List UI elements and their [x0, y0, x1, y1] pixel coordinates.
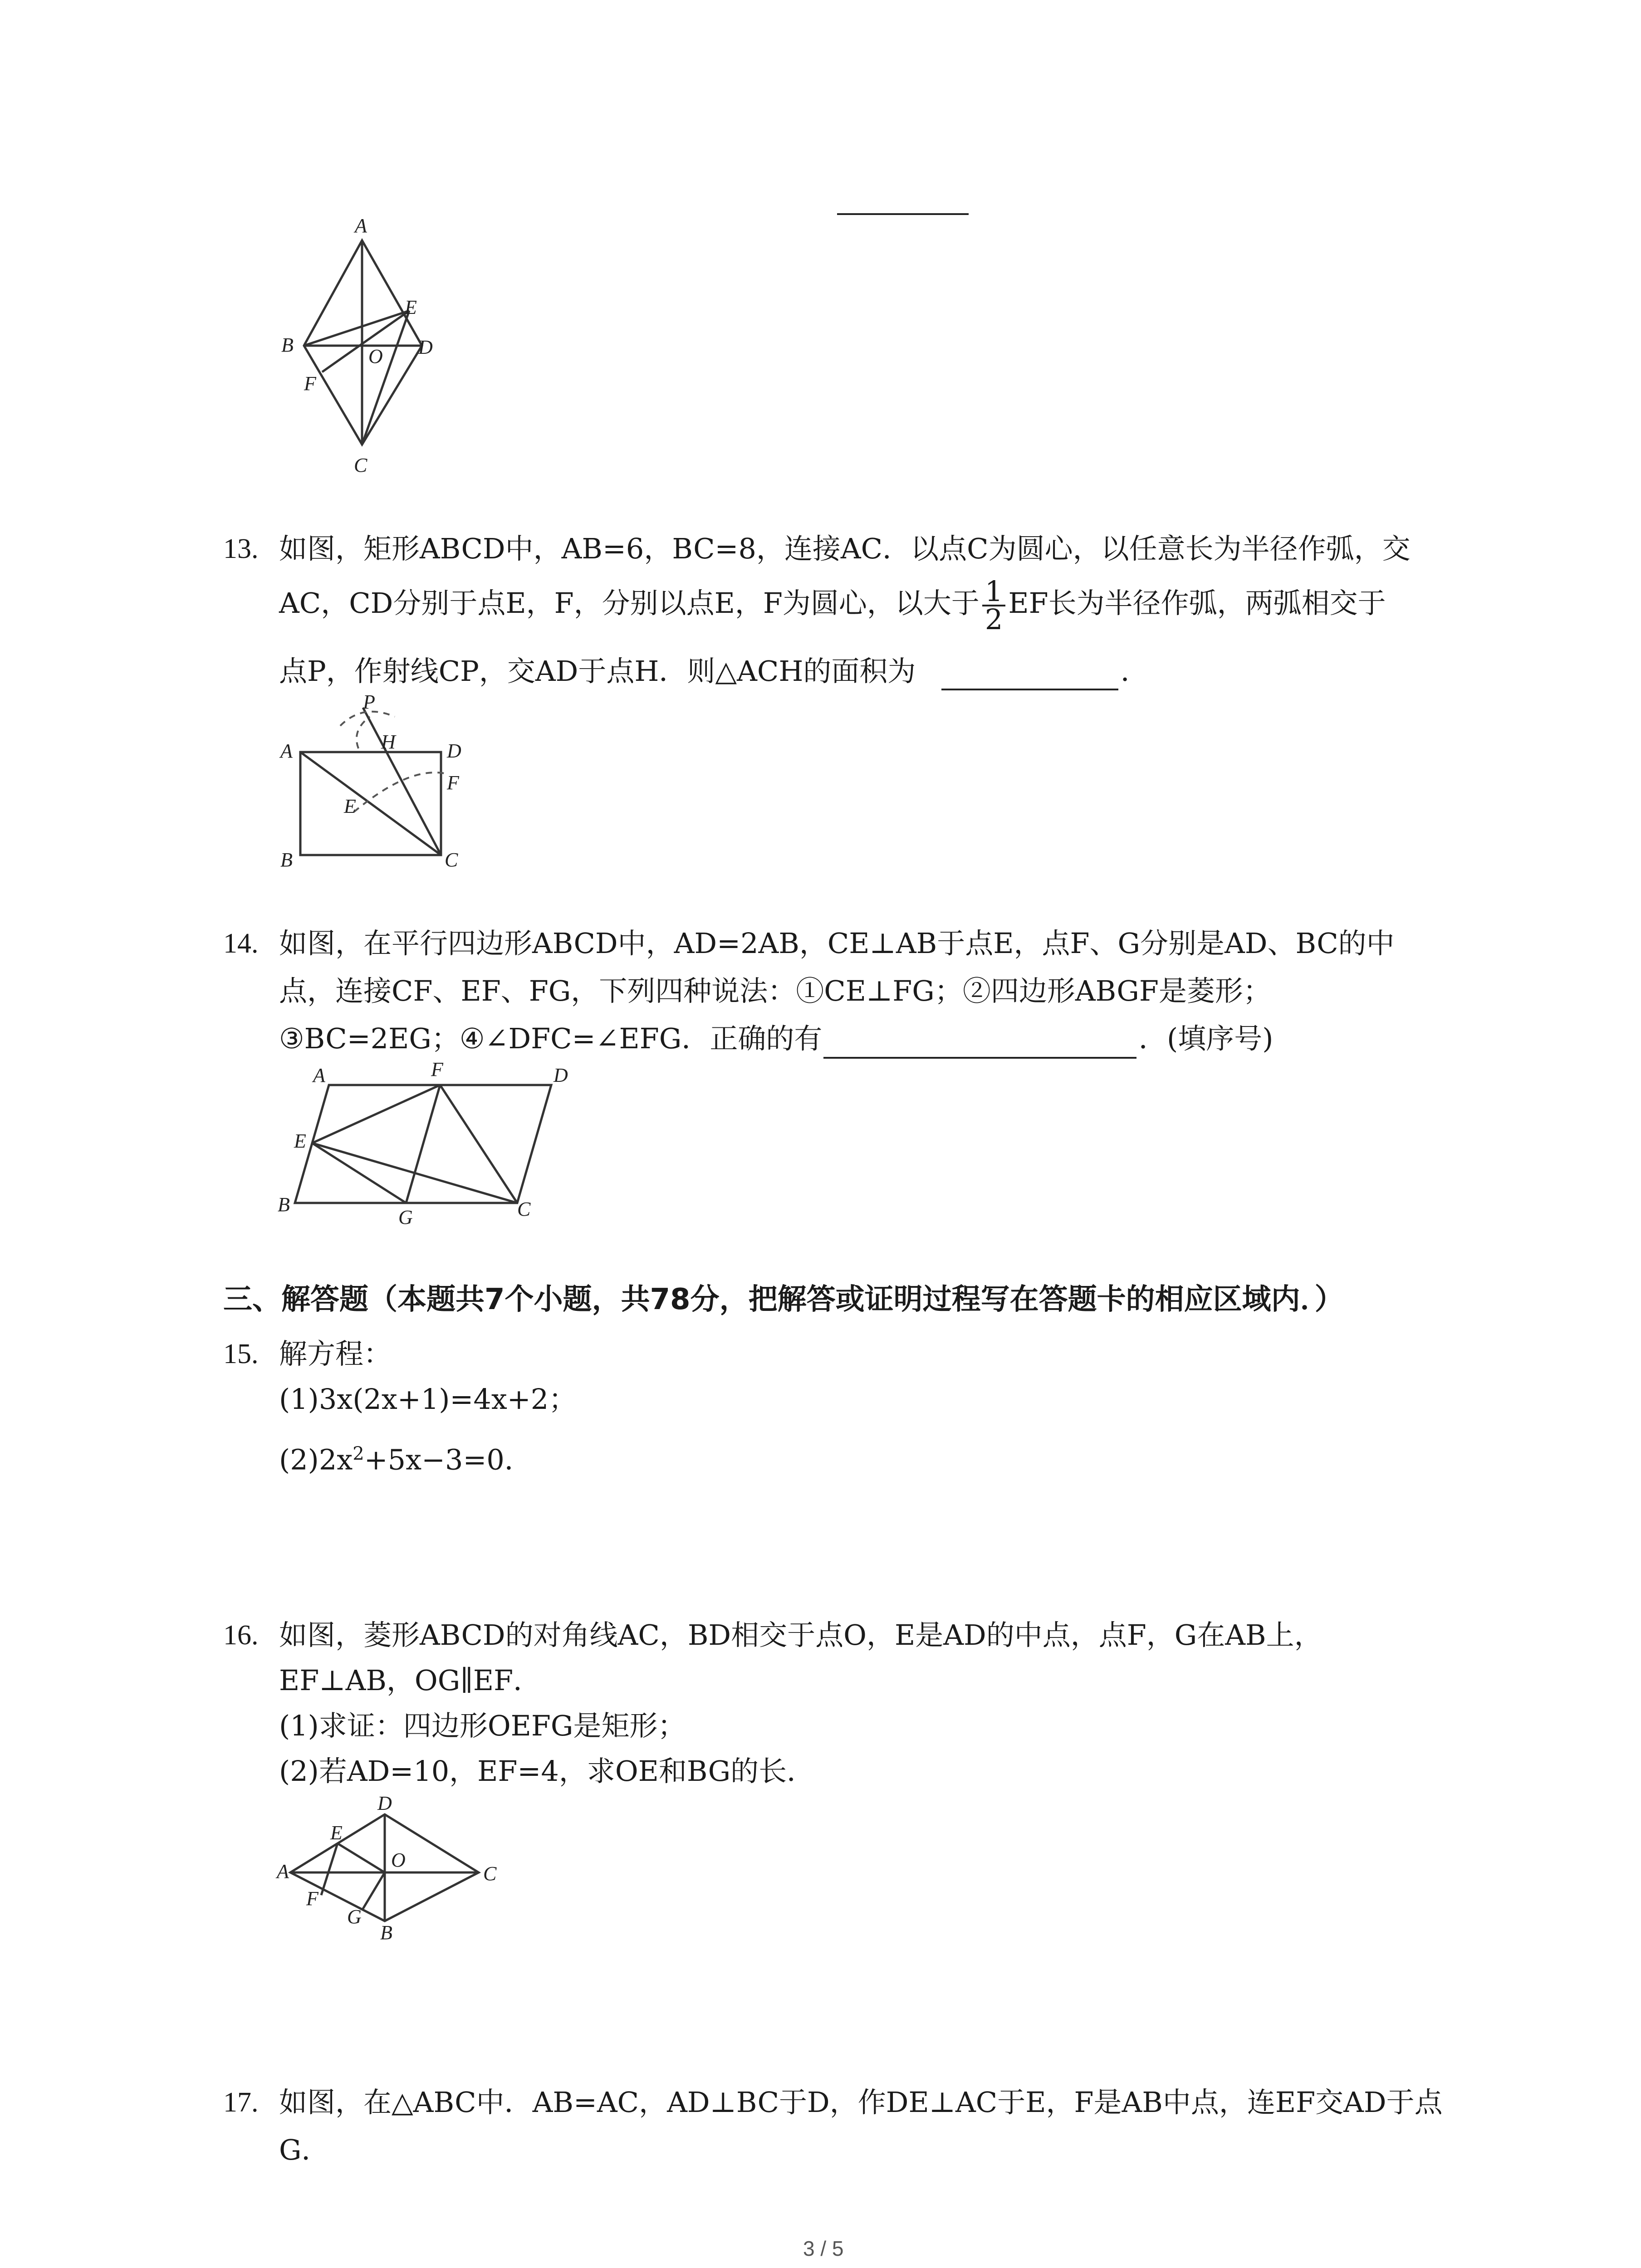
q15-title: 解方程： [279, 1337, 392, 1370]
q14-label-b: B [278, 1193, 290, 1216]
q12-label-e: E [405, 296, 417, 318]
page-number: 3 / 5 [803, 2237, 844, 2260]
q14-label-e: E [294, 1130, 306, 1152]
q17-line1: 如图，在△ABC中．AB=AC，AD⊥BC于D，作DE⊥AC于E，F是AB中点，连EF交AD于点 [279, 2086, 1443, 2119]
q12-label-o: O [368, 345, 383, 367]
q12-label-a: A [355, 215, 367, 237]
q13-label-f: F [447, 772, 459, 794]
q15-sub2-a: (2)2x [279, 1443, 353, 1476]
q14-seg-cf [440, 1085, 517, 1203]
q14-label-a: A [313, 1064, 325, 1086]
q16-seg-oe [338, 1843, 385, 1872]
q15-sub2-b: +5x−3=0． [364, 1443, 533, 1476]
q13-line3: 点P，作射线CP，交AD于点H．则△ACH的面积为 [279, 655, 916, 688]
q13-ray-cp [363, 708, 441, 855]
q13-figure [272, 691, 526, 880]
q16-label-b: B [380, 1921, 392, 1944]
q14-label-c: C [517, 1198, 531, 1220]
q13-label-b: B [280, 849, 293, 871]
q16-label-c: C [483, 1862, 497, 1885]
q17-number: 17. [223, 2087, 259, 2118]
q12-figure [272, 213, 463, 485]
q14-label-f: F [431, 1058, 443, 1080]
q15-sub2 [279, 1431, 533, 1483]
q13-line3-end: ． [1121, 655, 1149, 688]
q12-label-c: C [354, 454, 367, 476]
section-3-heading: 三、解答题（本题共7个小题，共78分，把解答或证明过程写在答题卡的相应区域内．） [223, 1283, 1344, 1316]
q14-label-d: D [554, 1064, 568, 1086]
q13-arc-p2 [357, 717, 370, 748]
q14-number: 14. [223, 928, 259, 959]
q13-fraction [982, 575, 1005, 636]
q13-line2 [279, 575, 1386, 636]
q12-seg-fe [322, 311, 409, 372]
q15-sub1: (1)3x(2x+1)=4x+2； [279, 1383, 577, 1416]
q14-seg-ef [312, 1085, 440, 1143]
q16-line1: 如图，菱形ABCD的对角线AC，BD相交于点O，E是AD的中点，点F，G在AB上， [279, 1618, 1323, 1652]
q14-line3-end: ．(填序号) [1139, 1022, 1274, 1055]
q13-answer-blank[interactable] [941, 689, 1118, 690]
q16-label-g: G [347, 1906, 362, 1928]
q16-line2: EF⊥AB，OG∥EF． [279, 1664, 542, 1697]
q14-seg-fg [406, 1085, 440, 1203]
q16-figure [272, 1792, 508, 1946]
q16-label-a: A [277, 1860, 289, 1882]
q13-frac-den: 2 [985, 603, 1003, 636]
q13-label-c: C [445, 849, 458, 871]
q13-frac-num: 1 [982, 578, 1005, 606]
q14-figure [272, 1058, 590, 1234]
q13-label-e: E [344, 795, 356, 817]
q14-line1: 如图，在平行四边形ABCD中，AD=2AB，CE⊥AB于点E，点F、G分别是AD、BC的中 [279, 927, 1395, 960]
q12-label-b: B [281, 334, 294, 356]
q16-label-f: F [306, 1887, 318, 1910]
q14-line3: ③BC=2EG；④∠DFC=∠EFG．正确的有 [279, 1022, 823, 1055]
q13-arc-p1 [340, 712, 395, 726]
q13-label-a: A [280, 740, 293, 762]
q13-label-h: H [381, 731, 396, 753]
q13-label-p: P [363, 691, 375, 713]
q12-label-d: D [418, 336, 433, 358]
q12-answer-blank[interactable] [837, 213, 969, 215]
q16-sub1: (1)求证：四边形OEFG是矩形； [279, 1709, 686, 1742]
q16-number: 16. [223, 1620, 259, 1651]
q12-label-f: F [304, 372, 316, 395]
q14-line2: 点，连接CF、EF、FG，下列四种说法：①CE⊥FG；②四边形ABGF是菱形； [279, 974, 1271, 1007]
q14-answer-blank[interactable] [823, 1057, 1136, 1059]
q14-seg-eg [312, 1143, 406, 1203]
q13-line2-b: EF长为半径作弧，两弧相交于 [1008, 587, 1386, 620]
q17-line2: G． [279, 2133, 330, 2166]
q13-number: 13. [223, 533, 259, 564]
q15-sub2-sup: 2 [353, 1443, 364, 1464]
q16-seg-og [363, 1872, 385, 1909]
q16-sub2: (2)若AD=10，EF=4，求OE和BG的长． [279, 1755, 815, 1788]
q13-label-d: D [447, 740, 461, 762]
q16-label-e: E [330, 1822, 343, 1844]
q13-diag-ac [300, 752, 441, 855]
q14-label-g: G [398, 1206, 413, 1228]
q16-label-d: D [377, 1792, 392, 1814]
q13-line2-a: AC，CD分别于点E，F，分别以点E，F为圆心，以大于 [279, 587, 980, 620]
q13-line1: 如图，矩形ABCD中，AB=6，BC=8，连接AC．以点C为圆心，以任意长为半径作弧，交 [279, 532, 1411, 565]
q15-number: 15. [223, 1339, 259, 1369]
q16-label-o: O [391, 1849, 406, 1871]
